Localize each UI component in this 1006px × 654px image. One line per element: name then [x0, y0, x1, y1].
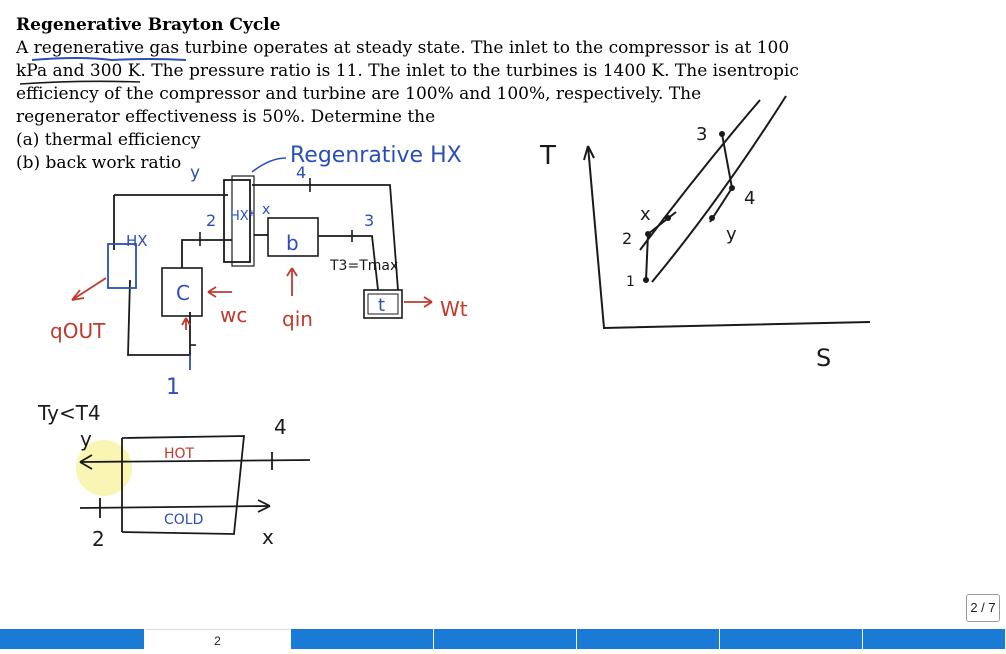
- problem-part-a: (a) thermal efficiency: [16, 130, 201, 150]
- state-4-label: 4: [296, 163, 307, 182]
- hot-label: HOT: [164, 446, 195, 462]
- nav-segment-current[interactable]: 2: [145, 629, 291, 649]
- ts-points: [643, 131, 735, 283]
- cold-label: COLD: [164, 512, 204, 528]
- nav-segment-4[interactable]: [434, 629, 577, 649]
- problem-line-2: kPa and 300 K. The pressure ratio is 11. The inlet to the turbines is 1400 K. The isentropic: [16, 61, 799, 81]
- nav-segment-7[interactable]: [863, 629, 1006, 649]
- q-in-label: qin: [282, 307, 313, 331]
- heat-rejection-hx: [108, 244, 190, 370]
- ts-point-4: 4: [744, 188, 756, 209]
- regenerator-sketch-labels: [37, 401, 287, 551]
- state-x-label: x: [262, 202, 271, 218]
- ts-point-x: x: [640, 204, 651, 225]
- state-3-label: 3: [364, 211, 375, 230]
- energy-labels: [50, 297, 468, 343]
- problem-part-b: (b) back work ratio: [16, 153, 182, 173]
- problem-line-3: efficiency of the compressor and turbine are 100% and 100%, respectively. The: [16, 84, 702, 104]
- problem-title: Regenerative Brayton Cycle: [16, 15, 281, 35]
- hx-star-label: HX*: [230, 209, 256, 224]
- w-t-label: Wt: [440, 297, 468, 321]
- turbine-label: t: [378, 295, 386, 316]
- s-axis-label: S: [816, 344, 832, 372]
- problem-line-1: A regenerative gas turbine operates at steady state. The inlet to the compressor is at 100: [16, 38, 790, 58]
- state-1-label: 1: [166, 375, 180, 400]
- underline-regenerative: [32, 58, 186, 60]
- underline-kpa-300k: [20, 81, 140, 84]
- regen-hx-label: Regenrative HX: [290, 143, 462, 168]
- ts-point-3: 3: [696, 124, 708, 145]
- nav-segment-5[interactable]: [577, 629, 720, 649]
- page-counter[interactable]: 2 / 7: [966, 594, 1000, 622]
- problem-line-4: regenerator effectiveness is 50%. Determine the: [16, 107, 436, 127]
- ts-diagram: [584, 96, 870, 328]
- w-c-label: wc: [220, 303, 248, 327]
- nav-segment-3[interactable]: [291, 629, 434, 649]
- ts-point-1: 1: [626, 274, 635, 290]
- t-axis-label: T: [540, 141, 556, 171]
- t3-tmax-label: T3=Tmax: [330, 258, 399, 274]
- compressor-label: C: [176, 281, 190, 305]
- state-y-label: y: [190, 163, 201, 183]
- slide-navigation-bar: [0, 628, 1006, 654]
- sketch-x-label: x: [262, 525, 274, 549]
- burner-label: b: [286, 231, 299, 255]
- sketch-2-label: 2: [92, 527, 105, 551]
- q-out-label: qOUT: [50, 319, 106, 343]
- sketch-4-label: 4: [274, 415, 287, 439]
- ty-lt-t4: Ty<T4: [38, 401, 101, 425]
- ts-labels: [539, 124, 831, 372]
- nav-segment-1[interactable]: [0, 629, 145, 649]
- sketch-y-label: y: [80, 427, 92, 451]
- ts-point-y: y: [726, 224, 737, 245]
- state-ticks: [190, 178, 352, 345]
- state-2-label: 2: [206, 211, 217, 230]
- ts-point-2: 2: [622, 229, 633, 248]
- nav-segment-6[interactable]: [720, 629, 863, 649]
- hx-label: HX: [126, 232, 148, 250]
